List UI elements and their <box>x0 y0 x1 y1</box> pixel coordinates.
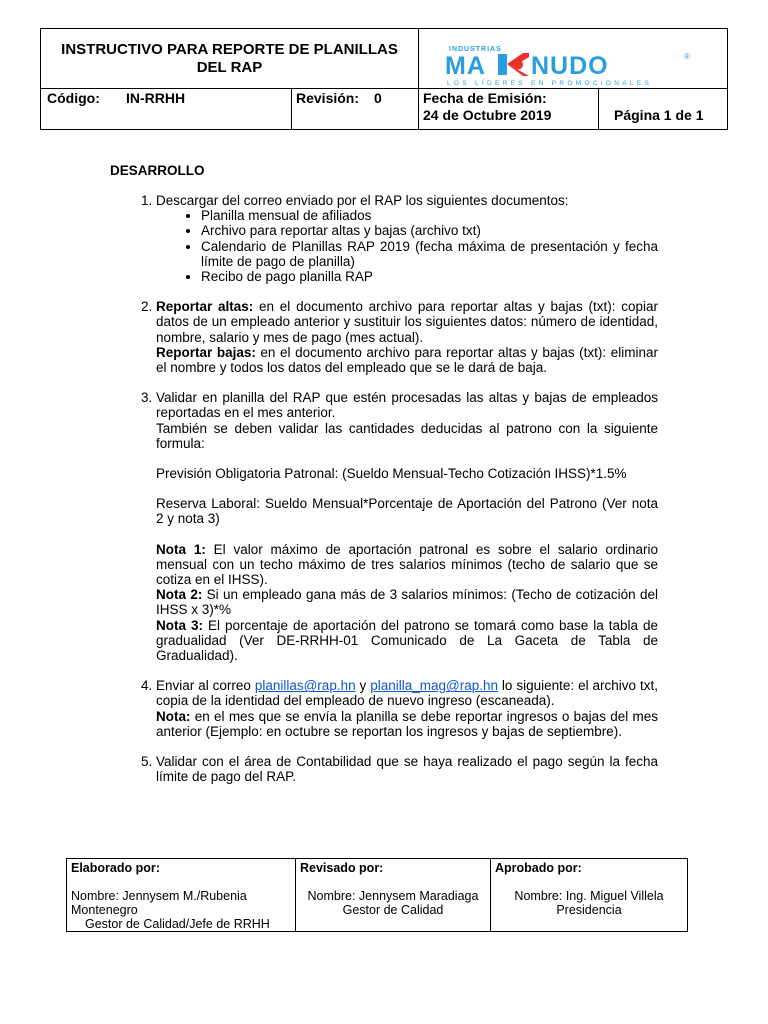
step-1-text: 1. Descargar del correo enviado por el RAP los siguientes documentos: <box>156 193 569 208</box>
step-1 <box>156 193 658 284</box>
aprobado-label: Aprobado por: <box>495 861 582 875</box>
step-3 <box>156 390 658 663</box>
nota-3 <box>156 618 658 664</box>
pagina-cell <box>599 89 727 129</box>
nota-3-label: Nota 3: <box>156 617 203 633</box>
revisado-name: Nombre: Jennysem Maradiaga <box>307 889 479 903</box>
nota-2 <box>156 587 658 617</box>
step-4-text <box>156 678 658 708</box>
logo-brand-right: NUDO <box>531 52 609 80</box>
makonudo-logo-icon <box>419 29 727 88</box>
revisado-role: Gestor de Calidad <box>342 903 444 917</box>
codigo-label: Código: <box>47 90 100 106</box>
step-4-prefix: Enviar al correo <box>156 678 255 694</box>
bullet-item: • Planilla mensual de afiliados <box>201 208 658 223</box>
bajas-label: Reportar bajas: <box>156 344 256 360</box>
bullet-item: • Archivo para reportar altas y bajas (archivo txt) <box>201 223 658 238</box>
aprobado-role: Presidencia <box>556 903 622 917</box>
step-5 <box>156 754 658 784</box>
fecha-value: 24 de Octubre 2019 <box>423 107 552 123</box>
revision-value: 0 <box>374 90 382 106</box>
revision-cell <box>292 89 419 129</box>
step-4-nota-label: Nota: <box>156 708 191 724</box>
formula-prevision: Previsión Obligatoria Patronal: (Sueldo Mensual-Techo Cotización IHSS)*1.5% <box>156 466 627 482</box>
altas-label: Reportar altas: <box>156 299 254 315</box>
codigo-cell <box>41 89 292 129</box>
step-4-suffix: lo siguiente: el archivo txt, copia de la identidad del empleado de nuevo ingreso (escaneada). <box>156 678 658 709</box>
step-2-bajas <box>156 345 658 375</box>
document-body <box>110 193 658 800</box>
step-3-p2: También se deben validar las cantidades deducidas al patrono con la siguiente formula: <box>156 420 658 451</box>
elaborado-role: Gestor de Calidad/Jefe de RRHH <box>85 917 270 931</box>
fecha-cell <box>419 89 599 129</box>
elaborado-name: Nombre: Jennysem M./Rubenia Montenegro <box>71 889 247 917</box>
step-1-bullets <box>156 208 658 284</box>
elaborado-cell <box>67 859 296 931</box>
nota-1 <box>156 542 658 588</box>
altas-text: en el documento archivo para reportar altas y bajas (txt): copiar datos de un empleado anterior y sustituir los siguientes datos: número de identidad, nombre, salario y mes de pago (mes actual). <box>156 299 658 345</box>
bajas-text: en el documento archivo para reportar altas y bajas (txt): eliminar el nombre y todos los datos del empleado que se le dará de baja. <box>156 344 658 376</box>
revision-label: Revisión: <box>296 90 360 106</box>
formula-reserva: Reserva Laboral: Sueldo Mensual*Porcentaje de Aportación del Patrono (Ver nota 2 y nota 3) <box>156 496 658 527</box>
section-title: DESARROLLO <box>110 163 205 178</box>
steps-list <box>110 193 658 785</box>
bullet-item: • Calendario de Planillas RAP 2019 (fecha máxima de presentación y fecha límite de pago de planilla) <box>201 239 658 269</box>
step-4-nota <box>156 709 658 739</box>
logo-top-text: INDUSTRIAS <box>449 46 502 53</box>
bullet-item: • Recibo de pago planilla RAP <box>201 269 658 284</box>
step-3-p1: 3. Validar en planilla del RAP que estén procesadas las altas y bajas de empleados reportadas en el mes anterior. <box>156 390 658 421</box>
company-logo <box>419 29 727 88</box>
pagina-text: Página 1 de 1 <box>614 107 704 123</box>
aprobado-cell <box>491 859 687 931</box>
logo-brand-left: MA <box>445 52 486 80</box>
step-5-text: 5. Validar con el área de Contabilidad que se haya realizado el pago según la fecha límite de pago del RAP. <box>156 754 658 785</box>
header-info-row <box>41 89 727 129</box>
document-header <box>40 28 728 130</box>
fecha-label: Fecha de Emisión: <box>423 90 547 106</box>
email-link-planilla-mag[interactable]: planilla_mag@rap.hn <box>370 678 498 694</box>
codigo-value: IN-RRHH <box>126 90 186 106</box>
header-top-row <box>41 29 727 89</box>
step-4-and: y <box>355 678 371 694</box>
document-title: INSTRUCTIVO PARA REPORTE DE PLANILLAS DEL RAP <box>41 29 419 88</box>
revisado-cell <box>296 859 491 931</box>
email-link-planillas[interactable]: planillas@rap.hn <box>254 678 356 694</box>
aprobado-name: Nombre: Ing. Miguel Villela <box>514 889 664 903</box>
nota-2-text: Si un empleado gana más de 3 salarios mínimos: (Techo de cotización del IHSS x 3)*% <box>156 587 658 618</box>
nota-1-text: El valor máximo de aportación patronal es sobre el salario ordinario mensual con un techo máximo de tres salarios mínimos (techo de salario que se cotiza en el IHSS). <box>156 541 658 588</box>
nota-2-label: Nota 2: <box>156 587 203 603</box>
step-2-altas <box>156 299 658 345</box>
revisado-label: Revisado por: <box>300 861 384 875</box>
step-2 <box>156 299 658 375</box>
logo-registered: ® <box>684 52 690 61</box>
step-4-nota-text: en el mes que se envía la planilla se debe reportar ingresos o bajas del mes anterior (Ejemplo: en octubre se reportan los ingresos y bajas de septiembre). <box>156 708 658 739</box>
nota-1-label: Nota 1: <box>156 541 206 557</box>
nota-3-text: El porcentaje de aportación del patrono se tomará como base la tabla de gradualidad (Ver DE-RRHH-01 Comunicado de La Gaceta de Tabla de Gradualidad). <box>156 617 658 664</box>
step-4 <box>156 678 658 739</box>
approval-footer <box>66 858 688 932</box>
logo-tagline: LOS LÍDERES EN PROMOCIONALES <box>447 80 653 87</box>
logo-k-mark <box>498 53 529 76</box>
elaborado-label: Elaborado por: <box>71 861 160 875</box>
